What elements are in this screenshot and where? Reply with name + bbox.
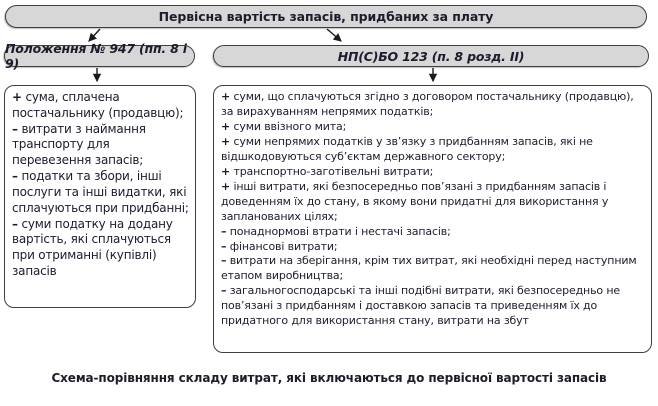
list-item xyxy=(221,180,645,225)
list-item xyxy=(221,240,645,255)
arrow-title-to-left-header xyxy=(89,29,100,41)
item-sign: – xyxy=(12,121,18,136)
item-text: витрати на зберігання, крім тих витрат, які необхідні перед наступним етапом виробництва; xyxy=(221,254,637,283)
list-item xyxy=(221,225,645,240)
right-content-box xyxy=(213,85,652,353)
left-content-box xyxy=(4,85,196,308)
right-header-label: НП(С)БО 123 (п. 8 розд. ІІ) xyxy=(337,48,525,64)
list-item xyxy=(12,122,189,169)
item-sign: – xyxy=(221,254,227,268)
item-sign: + xyxy=(221,179,231,193)
figure-caption: Схема-порівняння складу витрат, які включаються до первісної вартості запасів xyxy=(51,371,607,385)
item-sign: + xyxy=(221,90,231,103)
list-item xyxy=(12,169,189,216)
arrow-title-to-right-header xyxy=(327,29,341,41)
item-text: загальногосподарські та інші подібні витрати, які безпосередньо не пов’язані з придбанням і доставкою запасів та приведенням їх до придатного для використання стану, витрати на збут xyxy=(221,284,621,328)
item-text: транспортно-заготівельні витрати; xyxy=(233,164,434,178)
item-text: суми, що сплачуються згідно з договором постачальнику (продавцю), за вирахуванням непрямих податків; xyxy=(221,90,634,118)
left-item-list xyxy=(12,90,189,280)
left-header-label: Положення № 947 (пп. 8 і 9) xyxy=(5,41,187,71)
item-sign: – xyxy=(221,239,227,253)
list-item xyxy=(221,90,645,120)
list-item xyxy=(221,135,645,165)
list-item xyxy=(221,284,645,329)
list-item xyxy=(221,165,645,180)
item-sign: + xyxy=(221,134,231,148)
right-column-header xyxy=(213,45,649,67)
item-text: інші витрати, які безпосередньо пов’язані з придбанням запасів і доведенням їх до стану, в якому вони придатні для використання у запланованих цілях; xyxy=(221,179,609,223)
item-text: суми ввізного мита; xyxy=(233,119,347,133)
item-sign: + xyxy=(221,164,231,178)
item-sign: – xyxy=(12,216,18,231)
item-text: понаднормові втрати і нестачі запасів; xyxy=(229,224,451,238)
left-column-header xyxy=(4,41,195,71)
list-item xyxy=(221,120,645,135)
item-text: витрати з наймання транспорту для перевезення запасів; xyxy=(12,121,146,168)
item-sign: – xyxy=(12,169,18,184)
item-text: податки та збори, інші послуги та інші видатки, які сплачуються при придбанні; xyxy=(12,169,189,215)
item-sign: – xyxy=(221,284,227,298)
right-item-list xyxy=(221,90,645,329)
title-box xyxy=(5,5,647,28)
item-text: сума, сплачена постачальнику (продавцю); xyxy=(12,90,184,120)
item-text: суми непрямих податків у зв’язку з придбанням запасів, які не відшкодовуються суб’єктам державного сектору; xyxy=(221,134,593,163)
item-sign: + xyxy=(221,119,231,133)
item-text: фінансові витрати; xyxy=(229,239,338,253)
item-sign: + xyxy=(12,90,22,104)
item-sign: – xyxy=(221,224,227,238)
list-item xyxy=(12,217,189,280)
list-item xyxy=(221,254,645,284)
item-text: суми податку на додану вартість, які сплачуються при отриманні (купівлі) запасів xyxy=(12,216,173,279)
list-item xyxy=(12,90,189,122)
diagram-title: Первісна вартість запасів, придбаних за плату xyxy=(158,9,494,24)
